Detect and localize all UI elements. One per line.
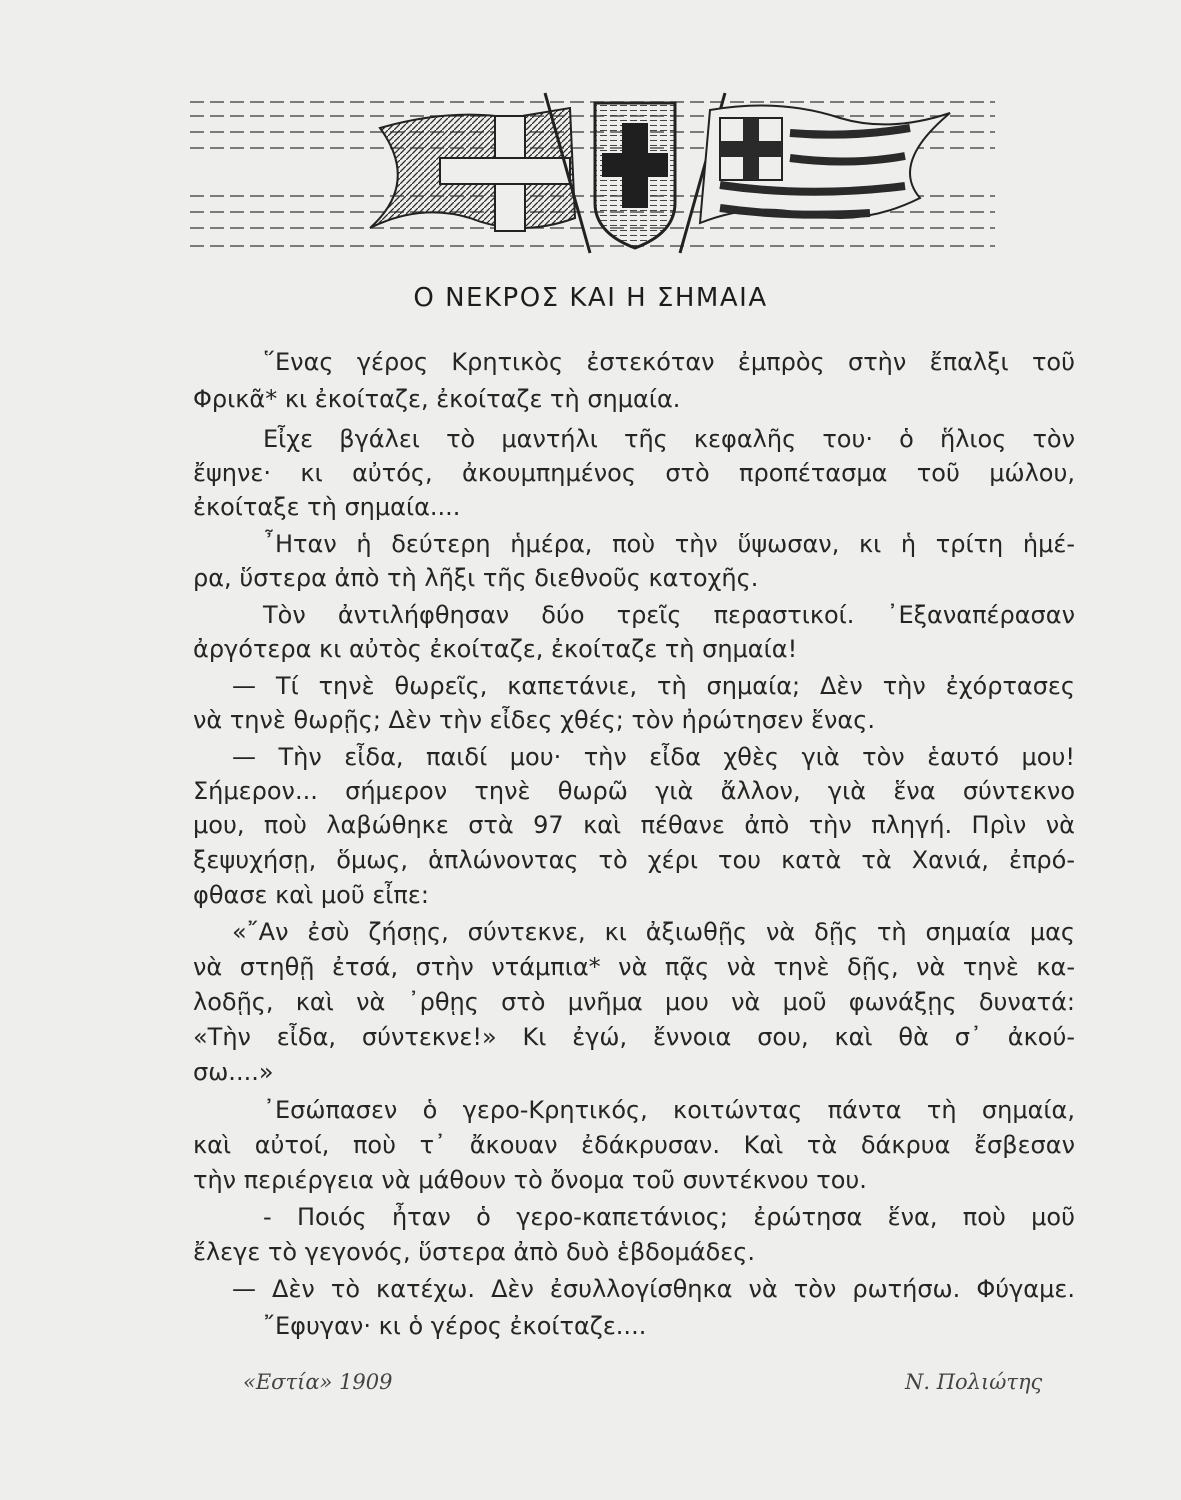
- text-line: ῎Εφυγαν· κι ὁ γέρος ἐκοίταζε....: [263, 1312, 647, 1340]
- text-line: ᾿Εσώπασεν ὁ γερο-Κρητικός, κοιτώντας πάντα τὴ σημαία,: [263, 1096, 1075, 1124]
- text-line: καὶ αὐτοί, ποὺ τ᾿ ἄκουαν ἐδάκρυσαν. Καὶ τὰ δάκρυα ἔσβεσαν: [193, 1131, 1075, 1159]
- text-line: «῎Αν ἐσὺ ζήσῃς, σύντεκνε, κι ἀξιωθῇς νὰ δῇς τὴ σημαία μας: [232, 918, 1075, 946]
- text-line: Σήμερον... σήμερον τηνὲ θωρῶ γιὰ ἄλλον, γιὰ ἕνα σύντεκνο: [193, 777, 1075, 805]
- text-line: μου, ποὺ λαβώθηκε στὰ 97 καὶ πέθανε ἀπὸ τὴν πληγή. Πρὶν νὰ: [193, 811, 1075, 839]
- text-line: Φρικᾶ* κι ἐκοίταζε, ἐκοίταζε τὴ σημαία.: [193, 385, 681, 413]
- text-line: ἐκοίταξε τὴ σημαία....: [193, 493, 461, 521]
- source-citation: «Εστία» 1909: [243, 1370, 393, 1394]
- text-line: ἔλεγε τὸ γεγονός, ὕστερα ἀπὸ δυὸ ἑβδομάδες.: [193, 1238, 755, 1266]
- text-line: Τὸν ἀντιλήφθησαν δύο τρεῖς περαστικοί. ᾿Εξαναπέρασαν: [263, 601, 1075, 629]
- text-line: ξεψυχήσῃ, ὅμως, ἁπλώνοντας τὸ χέρι του κατὰ τὰ Χανιά, ἐπρό-: [193, 846, 1075, 874]
- text-line: — Τὴν εἶδα, παιδί μου· τὴν εἶδα χθὲς γιὰ τὸν ἑαυτό μου!: [232, 743, 1075, 771]
- text-line: ῞Ενας γέρος Κρητικὸς ἐστεκόταν ἐμπρὸς στὴν ἔπαλξι τοῦ: [263, 348, 1075, 376]
- author-name: Ν. Πολιώτης: [905, 1370, 1043, 1394]
- text-line: σω....»: [193, 1058, 274, 1086]
- text-line: — Τί τηνὲ θωρεῖς, καπετάνιε, τὴ σημαία; Δὲν τὴν ἐχόρτασες: [232, 672, 1075, 700]
- text-line: Εἶχε βγάλει τὸ μαντήλι τῆς κεφαλῆς του· ὁ ἥλιος τὸν: [263, 425, 1075, 453]
- text-line: «Τὴν εἶδα, σύντεκνε!» Κι ἐγώ, ἔννοια σου, καὶ θὰ σ᾿ ἀκού-: [193, 1023, 1075, 1051]
- text-line: νὰ στηθῇ ἐτσά, στὴν ντάμπια* νὰ πᾷς νὰ τηνὲ δῇς, νὰ τηνὲ κα-: [193, 953, 1075, 981]
- text-line: — Δὲν τὸ κατέχω. Δὲν ἐσυλλογίσθηκα νὰ τὸν ρωτήσω. Φύγαμε.: [232, 1275, 1075, 1303]
- text-line: ἔψηνε· κι αὐτός, ἀκουμπημένος στὸ προπέτασμα τοῦ μώλου,: [193, 459, 1075, 487]
- text-line: φθασε καὶ μοῦ εἶπε:: [193, 881, 429, 909]
- text-line: ρα, ὕστερα ἀπὸ τὴ λῆξι τῆς διεθνοῦς κατοχῆς.: [193, 564, 759, 592]
- text-line: λοδῇς, καὶ νὰ ᾿ρθῃς στὸ μνῆμα μου νὰ μοῦ φωνάξῃς δυνατά:: [193, 988, 1075, 1016]
- text-line: ῏Ηταν ἡ δεύτερη ἡμέρα, ποὺ τὴν ὕψωσαν, κι ἡ τρίτη ἡμέ-: [263, 530, 1075, 558]
- text-line: νὰ τηνὲ θωρῇς; Δὲν τὴν εἶδες χθές; τὸν ἠρώτησεν ἕνας.: [193, 706, 875, 734]
- text-line: - Ποιός ἦταν ὁ γερο-καπετάνιος; ἐρώτησα ἕνα, ποὺ μοῦ: [263, 1203, 1075, 1231]
- text-line: ἀργότερα κι αὐτὸς ἐκοίταζε, ἐκοίταζε τὴ σημαία!: [193, 635, 798, 663]
- text-line: τὴν περιέργεια νὰ μάθουν τὸ ὄνομα τοῦ συντέκνου του.: [193, 1166, 867, 1194]
- page-title: Ο ΝΕΚΡΟΣ ΚΑΙ Η ΣΗΜΑΙΑ: [413, 283, 768, 313]
- flags-and-cross-shield-icon: [190, 88, 995, 260]
